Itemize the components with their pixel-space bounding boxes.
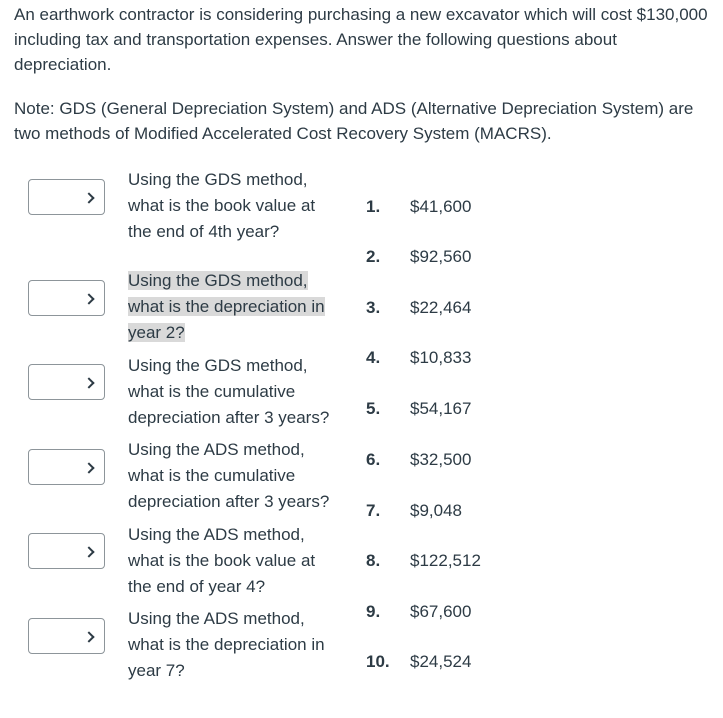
chevron-down-icon <box>83 462 94 473</box>
question-1: Using the GDS method, what is the book value at the end of 4th year? <box>128 170 316 241</box>
question-5: Using the ADS method, what is the book value at the end of year 4? <box>128 525 316 596</box>
question-4: Using the ADS method, what is the cumulative depreciation after 3 years? <box>128 440 330 511</box>
answer-dropdown-4[interactable] <box>28 449 105 485</box>
note-text: Note: GDS (General Depreciation System) and ADS (Alternative Depreciation System) are two methods of Modified Accelerated Cost Recovery System (MACRS). <box>14 99 694 143</box>
chevron-down-icon <box>83 377 94 388</box>
intro-text: An earthwork contractor is considering purchasing a new excavator which will cost $130,000 including tax and transportation expenses. Answer the following questions about depreciation. <box>14 5 708 74</box>
question-2: Using the GDS method, what is the depreciation in year 2? <box>128 271 325 342</box>
question-6: Using the ADS method, what is the depreciation in year 7? <box>128 609 325 680</box>
answer-dropdown-2[interactable] <box>28 280 105 316</box>
answer-dropdown-1[interactable] <box>28 179 105 215</box>
chevron-down-icon <box>83 546 94 557</box>
chevron-down-icon <box>83 293 94 304</box>
answer-dropdown-3[interactable] <box>28 364 105 400</box>
answer-dropdown-6[interactable] <box>28 618 105 654</box>
chevron-down-icon <box>83 631 94 642</box>
answer-dropdown-5[interactable] <box>28 533 105 569</box>
chevron-down-icon <box>83 192 94 203</box>
question-3: Using the GDS method, what is the cumulative depreciation after 3 years? <box>128 356 330 427</box>
